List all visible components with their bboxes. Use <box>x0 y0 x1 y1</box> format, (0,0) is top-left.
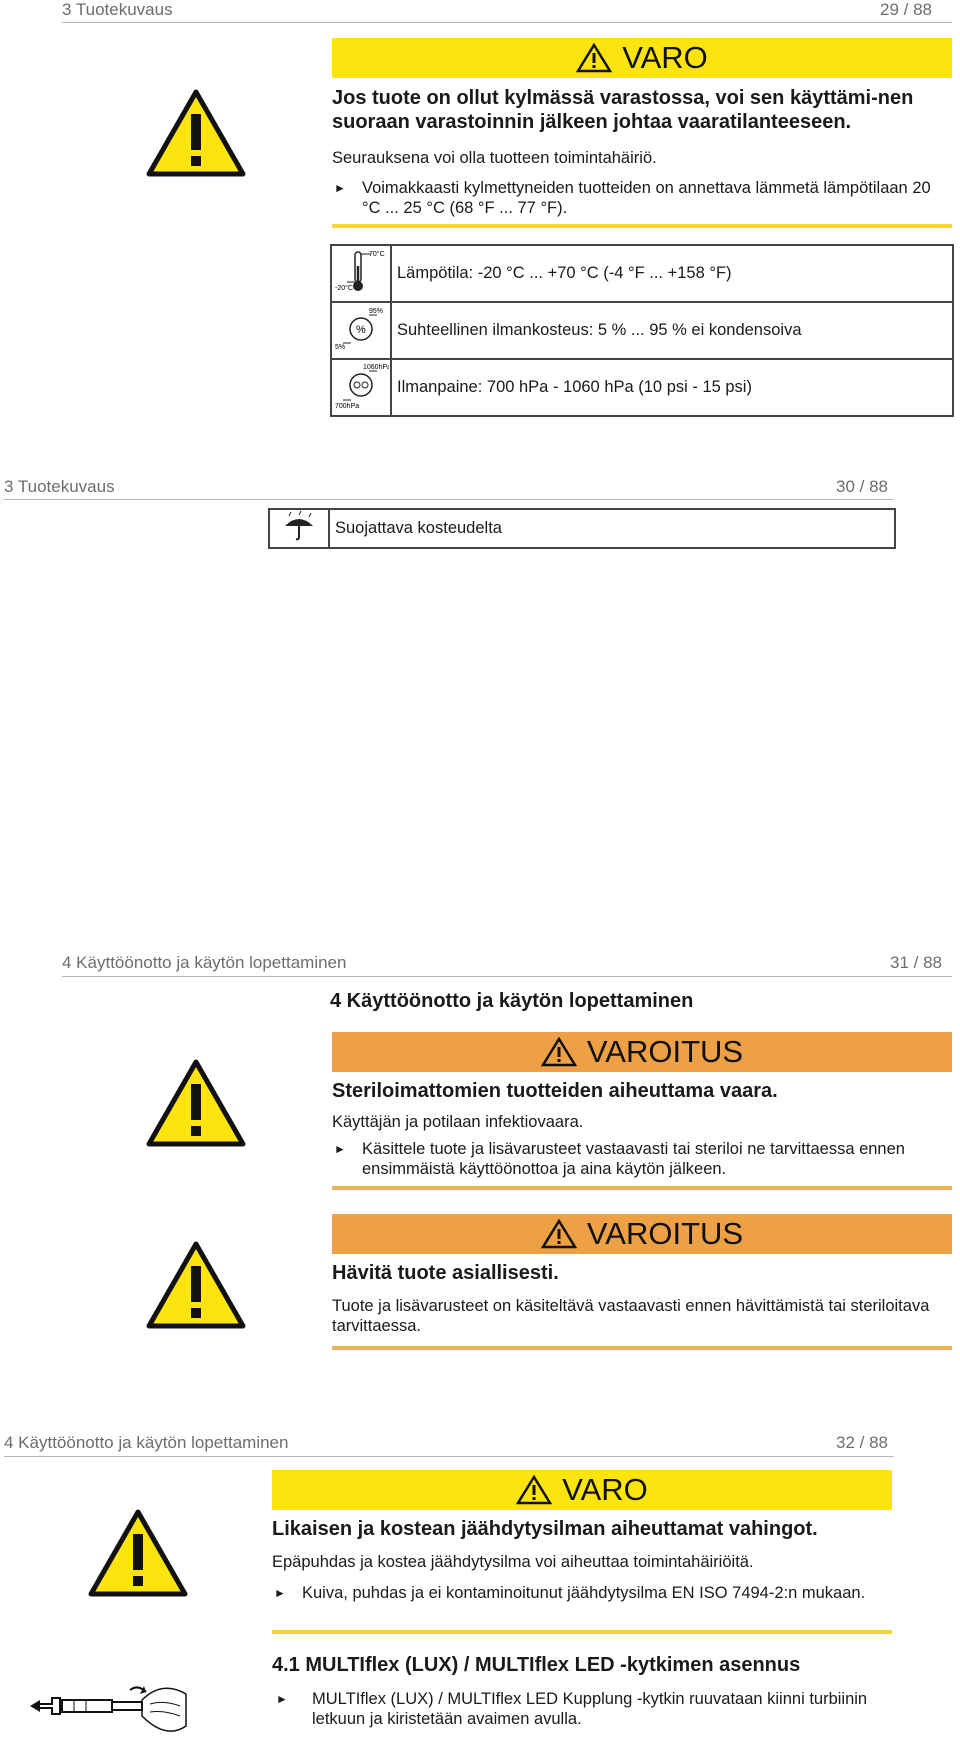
coupling-installation-illustration <box>30 1670 190 1750</box>
spec-temperature: Lämpötila: -20 °C ... +70 °C (-4 °F ... +158 °F) <box>391 245 953 302</box>
warning-end-rule <box>332 1186 952 1190</box>
warning-action: Voimakkaasti kylmettyneiden tuotteiden on annettava lämmetä lämpötilaan 20 °C ... 25 °C (68 °F ... 77 °F). <box>362 179 931 217</box>
page-number: 29 / 88 <box>880 0 932 19</box>
spec-row-moisture <box>269 509 895 548</box>
warning-consequence: Epäpuhdas ja kostea jäähdytysilma voi aiheuttaa toimintahäiriöitä. <box>272 1553 754 1571</box>
warning-headline: Likaisen ja kostean jäähdytysilman aiheuttamat vahingot. <box>272 1518 818 1540</box>
svg-text:5%: 5% <box>335 344 346 351</box>
spec-pressure: Ilmanpaine: 700 hPa - 1060 hPa (10 psi - 15 psi) <box>391 359 953 416</box>
warning-small-icon <box>541 1037 577 1067</box>
header-divider <box>4 1456 894 1457</box>
section-title: 4 Käyttöönotto ja käytön lopettaminen <box>330 990 694 1012</box>
warning-headline: Jos tuote on ollut kylmässä varastossa, voi sen käyttämi-nen suoraan varastoinnin jälkeen johtaa vaaratilanteeseen. <box>332 87 914 133</box>
warning-action: Kuiva, puhdas ja ei kontaminoitunut jäähdytysilma EN ISO 7494-2:n mukaan. <box>302 1584 866 1602</box>
svg-text:700hPa: 700hPa <box>335 403 360 410</box>
storage-conditions-table <box>330 244 954 417</box>
warning-consequence: Käyttäjän ja potilaan infektiovaara. <box>332 1113 584 1131</box>
header-divider <box>62 22 952 23</box>
bullet-arrow-icon: ► <box>274 1586 286 1600</box>
varo-banner <box>332 38 952 78</box>
thermometer-icon <box>331 245 391 302</box>
warning-headline: Hävitä tuote asiallisesti. <box>332 1262 559 1284</box>
warning-triangle-icon <box>146 88 246 178</box>
warning-small-icon <box>541 1219 577 1249</box>
warning-end-rule <box>332 1346 952 1350</box>
warning-triangle-icon <box>88 1508 188 1598</box>
warning-end-rule <box>272 1630 892 1634</box>
warning-triangle-icon <box>146 1058 246 1148</box>
varoitus-banner <box>332 1214 952 1254</box>
page-number: 31 / 88 <box>890 953 942 972</box>
bullet-arrow-icon: ► <box>334 181 346 195</box>
banner-label: VAROITUS <box>586 1216 744 1251</box>
pressure-icon <box>331 359 391 416</box>
svg-text:95%: 95% <box>369 308 384 315</box>
page-number: 32 / 88 <box>836 1433 888 1452</box>
varo-banner <box>272 1470 892 1510</box>
banner-label: VAROITUS <box>586 1034 744 1069</box>
warning-triangle-icon <box>146 1240 246 1330</box>
header-divider <box>4 499 894 500</box>
page-header-section: 4 Käyttöönotto ja käytön lopettaminen <box>62 953 347 972</box>
warning-end-rule <box>332 224 952 228</box>
warning-body: Tuote ja lisävarusteet on käsiteltävä vastaavasti ennen hävittämistä tai steriloitava tarvittaessa. <box>332 1297 930 1335</box>
warning-consequence: Seurauksena voi olla tuotteen toimintahäiriö. <box>332 149 657 167</box>
page-header-section: 3 Tuotekuvaus <box>62 0 173 19</box>
spec-row-temperature <box>331 245 953 302</box>
subsection-title: 4.1 MULTIflex (LUX) / MULTIflex LED -kytkimen asennus <box>272 1654 801 1676</box>
warning-small-icon <box>576 43 612 73</box>
humidity-icon <box>331 302 391 359</box>
page-header-section: 4 Käyttöönotto ja käytön lopettaminen <box>4 1433 289 1452</box>
spec-humidity: Suhteellinen ilmankosteus: 5 % ... 95 % ei kondensoiva <box>391 302 953 359</box>
installation-step: MULTIflex (LUX) / MULTIflex LED Kupplung -kytkin ruuvataan kiinni turbiinin letkuun ja kiristetään avaimen avulla. <box>312 1690 868 1728</box>
page-number: 30 / 88 <box>836 477 888 496</box>
spec-row-pressure <box>331 359 953 416</box>
spec-row-humidity <box>331 302 953 359</box>
svg-text:1060hPa: 1060hPa <box>363 364 389 371</box>
header-divider <box>62 976 952 977</box>
spec-moisture: Suojattava kosteudelta <box>329 509 895 548</box>
bullet-arrow-icon: ► <box>276 1692 288 1706</box>
page-header-section: 3 Tuotekuvaus <box>4 477 115 496</box>
banner-label: VARO <box>622 40 708 75</box>
bullet-arrow-icon: ► <box>334 1142 346 1156</box>
umbrella-rain-icon <box>269 509 329 548</box>
svg-text:70°C: 70°C <box>369 251 385 258</box>
svg-text:-20°C: -20°C <box>335 285 353 292</box>
warning-small-icon <box>516 1475 552 1505</box>
moisture-protection-table <box>268 508 896 549</box>
banner-label: VARO <box>562 1472 648 1507</box>
varoitus-banner <box>332 1032 952 1072</box>
warning-headline: Steriloimattomien tuotteiden aiheuttama vaara. <box>332 1080 778 1102</box>
svg-text:%: % <box>356 324 366 336</box>
warning-action: Käsittele tuote ja lisävarusteet vastaavasti tai steriloi ne tarvittaessa ennen ensimmäistä käyttöönottoa ja aina käytön jälkeen. <box>362 1140 905 1178</box>
